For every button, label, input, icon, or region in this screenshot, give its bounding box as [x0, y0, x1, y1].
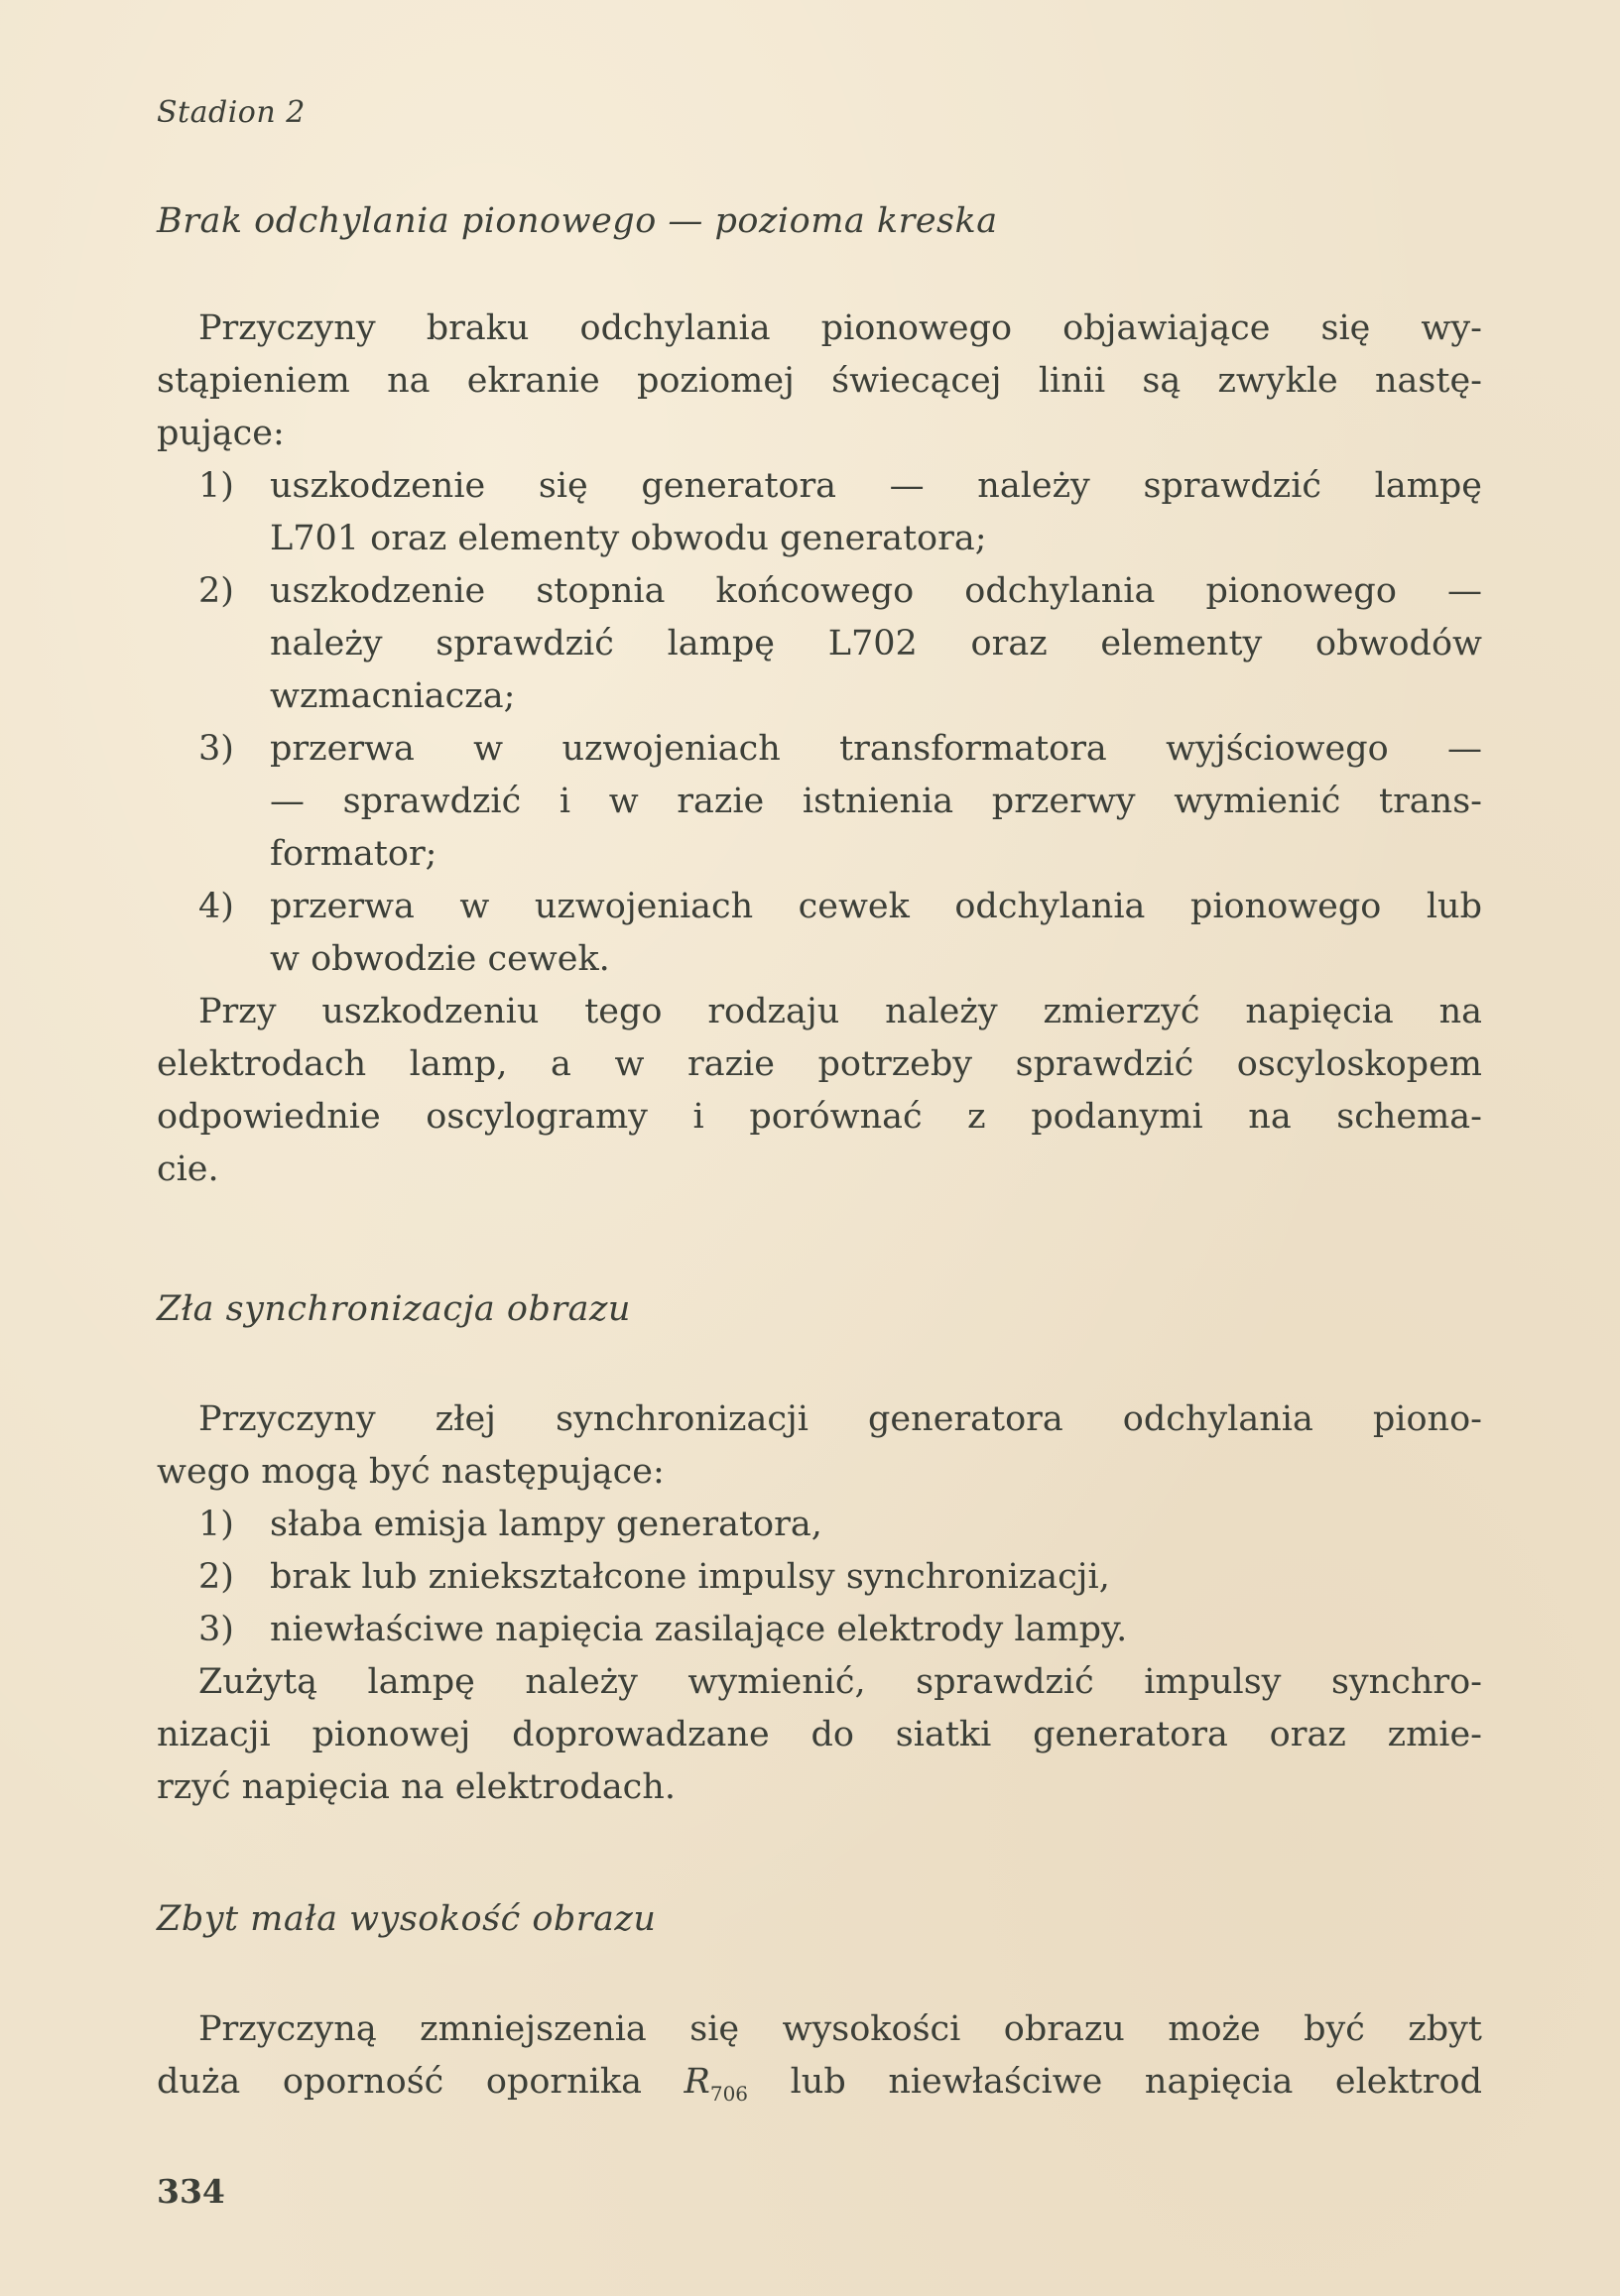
paragraph-line: Przyczyny złej synchronizacji generatora odchylania piono- — [198, 1399, 1482, 1439]
list-item — [157, 1499, 1482, 1551]
section-title-no-vertical-deflection: Brak odchylania pionowego — pozioma kreska — [157, 201, 998, 241]
resistor-subscript: 706 — [709, 2082, 749, 2106]
section-body-image-height-too-small — [157, 2003, 1482, 2109]
paragraph-line: odpowiednie oscylogramy i porównać z podanymi na schema- — [157, 1097, 1482, 1137]
list-item-number: 2) — [198, 1557, 234, 1597]
list-item-text: uszkodzenie się generatora — należy sprawdzić lampę — [270, 466, 1482, 506]
page-number: 334 — [157, 2172, 225, 2211]
paragraph-line: pujące: — [157, 414, 285, 453]
list-item-continuation: należy sprawdzić lampę L702 oraz elementy obwodów — [270, 624, 1482, 664]
list-item-continuation: — sprawdzić i w razie istnienia przerwy wymienić trans- — [270, 782, 1482, 821]
list-item-text: uszkodzenie stopnia końcowego odchylania pionowego — — [270, 571, 1482, 611]
list-item-text: niewłaściwe napięcia zasilające elektrody lampy. — [270, 1610, 1128, 1649]
list-item-continuation: formator; — [270, 834, 437, 874]
list-item-continuation: wzmacniacza; — [270, 676, 516, 716]
list-item-number: 2) — [198, 571, 234, 611]
section-body-bad-synchronization — [157, 1393, 1482, 1814]
section-title-bad-synchronization: Zła synchronizacja obrazu — [157, 1289, 631, 1329]
list-item-text: przerwa w uzwojeniach cewek odchylania pionowego lub — [270, 887, 1482, 926]
paragraph-line: Zużytą lampę należy wymienić, sprawdzić impulsy synchro- — [198, 1662, 1482, 1702]
list-item-number: 4) — [198, 887, 234, 926]
running-head: Stadion 2 — [157, 95, 306, 130]
list-item-number: 1) — [198, 466, 234, 506]
paragraph-line: Przyczyny braku odchylania pionowego objawiające się wy- — [198, 308, 1482, 348]
paragraph-line — [157, 2056, 1482, 2109]
paragraph-line: wego mogą być następujące: — [157, 1452, 665, 1492]
paragraph-line: Przy uszkodzeniu tego rodzaju należy zmierzyć napięcia na — [198, 992, 1482, 1031]
list-item — [157, 565, 1482, 618]
list-item-text: słaba emisja lampy generatora, — [270, 1505, 822, 1544]
list-item — [157, 723, 1482, 776]
paragraph-line: elektrodach lamp, a w razie potrzeby sprawdzić oscyloskopem — [157, 1044, 1482, 1084]
paragraph-line: stąpieniem na ekranie poziomej świecącej linii są zwykle nastę- — [157, 361, 1482, 401]
list-item-continuation: L701 oraz elementy obwodu generatora; — [270, 519, 987, 558]
paragraph-line: Przyczyną zmniejszenia się wysokości obrazu może być zbyt — [198, 2009, 1482, 2049]
list-item-number: 3) — [198, 1610, 234, 1649]
paragraph-line: cie. — [157, 1149, 219, 1189]
list-item-text: przerwa w uzwojeniach transformatora wyjściowego — — [270, 729, 1482, 769]
list-item — [157, 1604, 1482, 1656]
text-segment: duża oporność opornika — [157, 2062, 685, 2102]
paragraph-line: rzyć napięcia na elektrodach. — [157, 1767, 676, 1807]
section-body-no-vertical-deflection — [157, 302, 1482, 1196]
list-item — [157, 460, 1482, 513]
list-item — [157, 1551, 1482, 1604]
resistor-symbol: R — [684, 2062, 710, 2102]
list-item — [157, 881, 1482, 933]
text-segment: lub niewłaściwe napięcia elektrod — [748, 2062, 1482, 2102]
list-item-text: brak lub zniekształcone impulsy synchronizacji, — [270, 1557, 1110, 1597]
list-item-continuation: w obwodzie cewek. — [270, 939, 610, 979]
list-item-number: 1) — [198, 1505, 234, 1544]
section-title-image-height-too-small: Zbyt mała wysokość obrazu — [157, 1899, 657, 1939]
list-item-number: 3) — [198, 729, 234, 769]
paragraph-line: nizacji pionowej doprowadzane do siatki generatora oraz zmie- — [157, 1715, 1482, 1754]
